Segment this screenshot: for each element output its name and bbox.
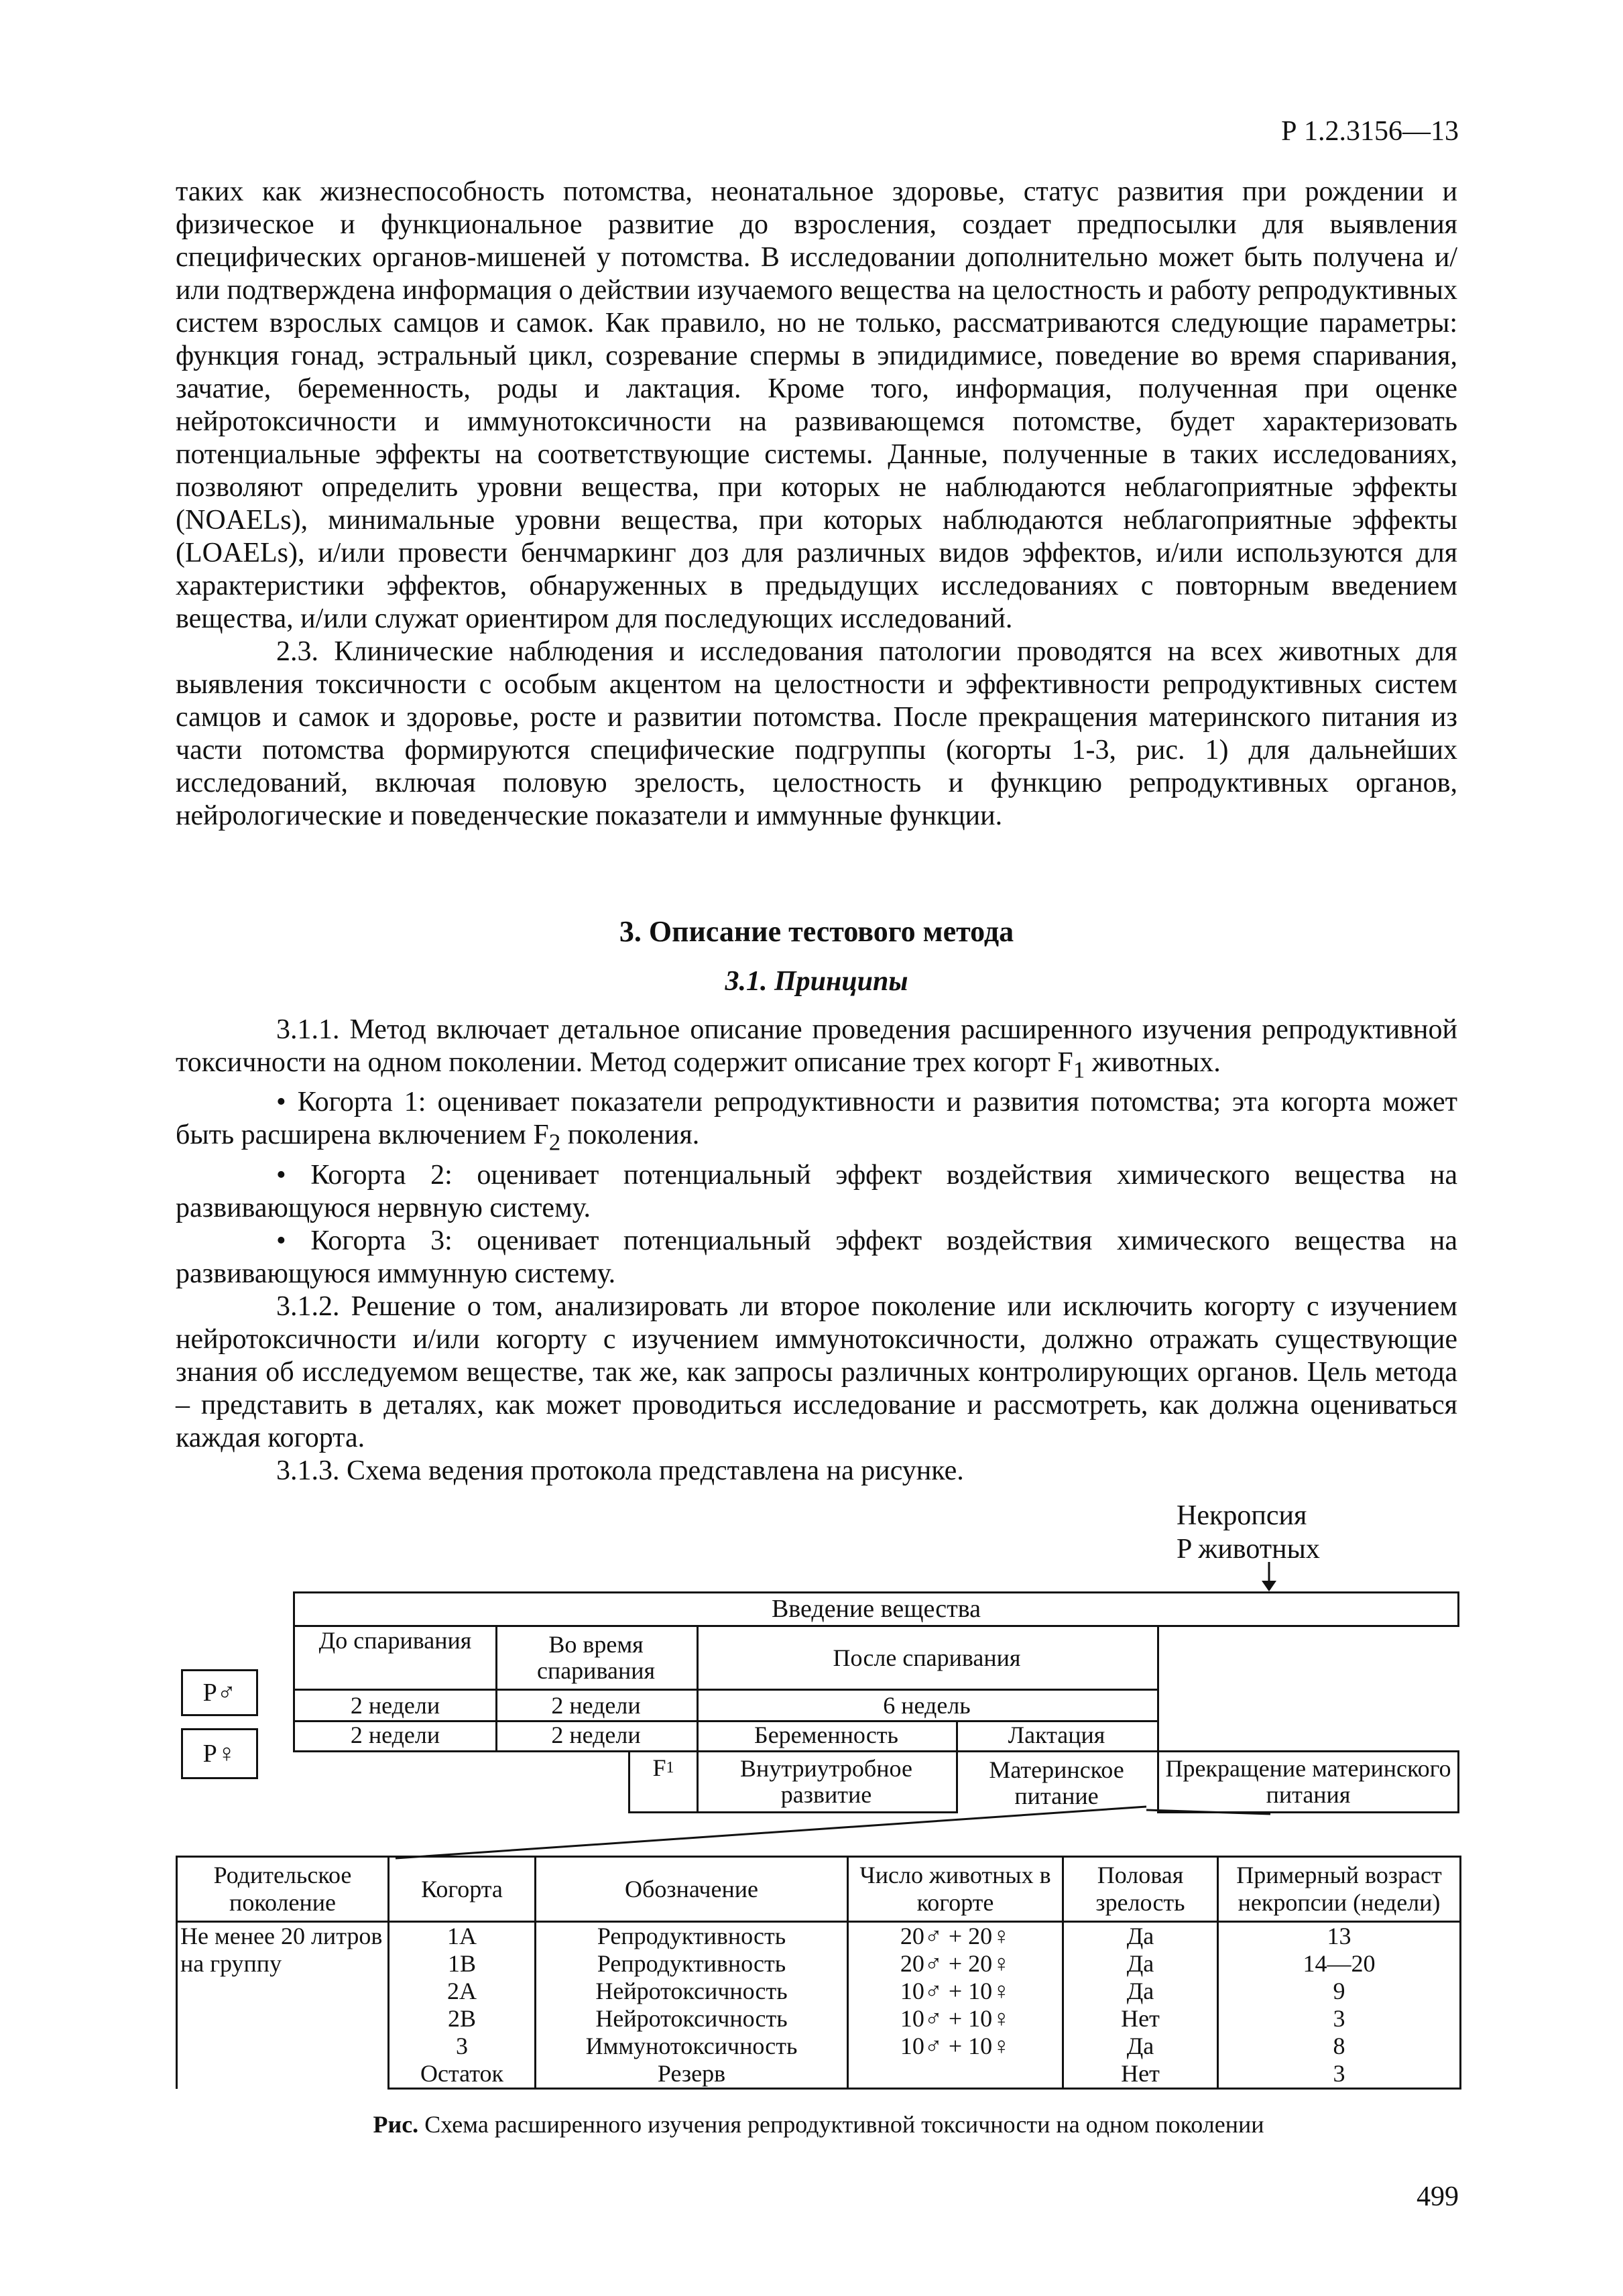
parent-female-label: P♀: [181, 1728, 258, 1779]
maturity-cell: Нет: [1063, 2005, 1218, 2033]
maturity-cell: Да: [1063, 2033, 1218, 2060]
designation-cell: Иммунотоксичность: [536, 2033, 848, 2060]
cohort-cell: Остаток: [389, 2060, 536, 2089]
document-code: Р 1.2.3156—13: [1281, 116, 1459, 147]
paragraph-3-1-1: 3.1.1. Метод включает детальное описание проведения расширенного изучения репродуктивной токсичности на одном поколении. Метод содержит описание трех когорт $F_1$ животных.: [176, 1014, 1457, 1083]
f1-label: F 1: [628, 1750, 699, 1813]
figure-caption: Рис. Схема расширенного изучения репродуктивной токсичности на одном поколении: [373, 2111, 1264, 2138]
cohort-cell: 3: [389, 2033, 536, 2060]
page-number: 499: [1417, 2181, 1459, 2212]
during-mating-header: Во время спаривания: [495, 1625, 699, 1691]
col-age: Примерный возраст некропсии (недели): [1218, 1857, 1461, 1922]
paragraph-3-1-3: 3.1.3. Схема ведения протокола представлена на рисунке.: [276, 1455, 964, 1486]
lactation-cell: Лактация: [956, 1720, 1159, 1752]
paragraph-2-3: 2.3. Клинические наблюдения и исследования патологии проводятся на всех животных для выявления токсичности с особым акцентом на целостности и эффективности репродуктивных систем самцов и самок и здоровье, росте и развитии потомства. После прекращения материнского питания из части потомства формируются специфические подгруппы (когорты 1-3, рис. 1) для дальнейших исследований, включая половую зрелость, целостность и функцию репродуктивных органов, нейрологические и поведенческие показатели и иммунные функции.: [176, 636, 1457, 831]
cohort-table: [176, 1856, 1461, 2090]
maturity-cell: Да: [1063, 1950, 1218, 1978]
col-maturity: Половая зрелость: [1063, 1857, 1218, 1922]
col-cohort: Когорта: [389, 1857, 536, 1922]
maturity-cell: Да: [1063, 1922, 1218, 1951]
designation-cell: Репродуктивность: [536, 1950, 848, 1978]
designation-cell: Нейротоксичность: [536, 1978, 848, 2005]
count-cell: 10♂ + 10♀: [848, 2005, 1063, 2033]
age-cell: 8: [1218, 2033, 1461, 2060]
col-count: Число животных в когорте: [848, 1857, 1063, 1922]
col-designation: Обозначение: [536, 1857, 848, 1922]
bullet-cohort-1: • Когорта 1: оценивает показатели репродуктивности и развития потомства; эта когорта может быть расширена включением $F_2$ поколения.: [176, 1087, 1457, 1156]
intrauterine-cell: Внутриутробное развитие: [697, 1750, 958, 1813]
count-cell: 20♂ + 20♀: [848, 1950, 1063, 1978]
age-cell: 13: [1218, 1922, 1461, 1951]
subsection-title: 3.1. Принципы: [725, 966, 908, 997]
table-header-row: [177, 1857, 1461, 1922]
paragraph-3-1-2: 3.1.2. Решение о том, анализировать ли второе поколение или исключить когорту с изучением нейротоксичности и/или когорту с изучением иммунотоксичности, должно отражать существующие знания об исследуемом веществе, так же, как запросы различных контролирующих органов. Цель метода – представить в деталях, как может проводиться исследование и рассмотреть, как должна оцениваться каждая когорта.: [176, 1290, 1457, 1453]
pregnancy-cell: Беременность: [697, 1720, 958, 1752]
male-after-weeks: 6 недель: [697, 1689, 1159, 1722]
age-cell: 3: [1218, 2005, 1461, 2033]
count-cell: 10♂ + 10♀: [848, 2033, 1063, 2060]
designation-cell: Нейротоксичность: [536, 2005, 848, 2033]
bullet-cohort-3: • Когорта 3: оценивает потенциальный эффект воздействия химического вещества на развивающуюся иммунную систему.: [176, 1225, 1457, 1289]
female-before-weeks: 2 недели: [293, 1720, 497, 1752]
cohort-cell: 1B: [389, 1950, 536, 1978]
male-before-weeks: 2 недели: [293, 1689, 497, 1722]
maternal-feeding-cell: Материнское питание: [956, 1750, 1159, 1813]
paragraph-1: таких как жизнеспособность потомства, неонатальное здоровье, статус развития при рождении и физическое и функциональное развитие до взросления, создает предпосылки для выявления специфических органов-мишеней у потомства. В исследовании дополнительно может быть получена и/или подтверждена информация о действии изучаемого вещества на целостность и работу репродуктивных систем взрослых самцов и самок. Как правило, но не только, рассматриваются следующие параметры: функция гонад, эстральный цикл, созревание спермы в эпидидимисе, поведение во время спаривания, зачатие, беременность, роды и лактация. Кроме того, информация, полученная при оценке нейротоксичности и иммунотоксичности на развивающемся потомстве, будет характеризовать потенциальные эффекты на соответствующие системы. Данные, полученные в таких исследованиях, позволяют определить уровни вещества, при которых не наблюдаются неблагоприятные эффекты (NOAELs), минимальные уровни вещества, при которых наблюдаются неблагоприятные эффекты (LOAELs), и/или провести бенчмаркинг доз для различных видов эффектов, и/или используются для характеристики эффектов, обнаруженных в предыдущих исследованиях с повторным введением вещества, и/или служат ориентиром для последующих исследований.: [176, 176, 1457, 634]
count-cell: 10♂ + 10♀: [848, 1978, 1063, 2005]
parent-male-label: P♂: [181, 1669, 258, 1716]
age-cell: 3: [1218, 2060, 1461, 2089]
age-cell: 14—20: [1218, 1950, 1461, 1978]
designation-cell: Репродуктивность: [536, 1922, 848, 1951]
female-during-weeks: 2 недели: [495, 1720, 699, 1752]
weaning-cell: Прекращение материнского питания: [1157, 1750, 1459, 1813]
designation-cell: Резерв: [536, 2060, 848, 2089]
substance-bar: Введение вещества: [293, 1591, 1459, 1627]
count-cell: 20♂ + 20♀: [848, 1922, 1063, 1951]
count-cell: [848, 2060, 1063, 2089]
male-during-weeks: 2 недели: [495, 1689, 699, 1722]
after-mating-header: После спаривания: [697, 1625, 1159, 1691]
necropsy-label: Некропсия P животных: [1177, 1500, 1320, 1565]
cohort-cell: 2A: [389, 1978, 536, 2005]
before-mating-header: До спаривания: [293, 1625, 497, 1691]
maturity-cell: Да: [1063, 1978, 1218, 2005]
age-cell: 9: [1218, 1978, 1461, 2005]
col-parent: Родительское поколение: [177, 1857, 389, 1922]
cohort-cell: 2B: [389, 2005, 536, 2033]
section-title: 3. Описание тестового метода: [619, 915, 1014, 948]
table-row: [177, 1922, 1461, 1951]
cohort-cell: 1A: [389, 1922, 536, 1951]
bullet-cohort-2: • Когорта 2: оценивает потенциальный эффект воздействия химического вещества на развивающуюся нервную систему.: [176, 1159, 1457, 1223]
arrow-down-icon: [1262, 1581, 1276, 1591]
parent-cell: Не менее 20 литров на группу: [177, 1922, 389, 2089]
maturity-cell: Нет: [1063, 2060, 1218, 2089]
